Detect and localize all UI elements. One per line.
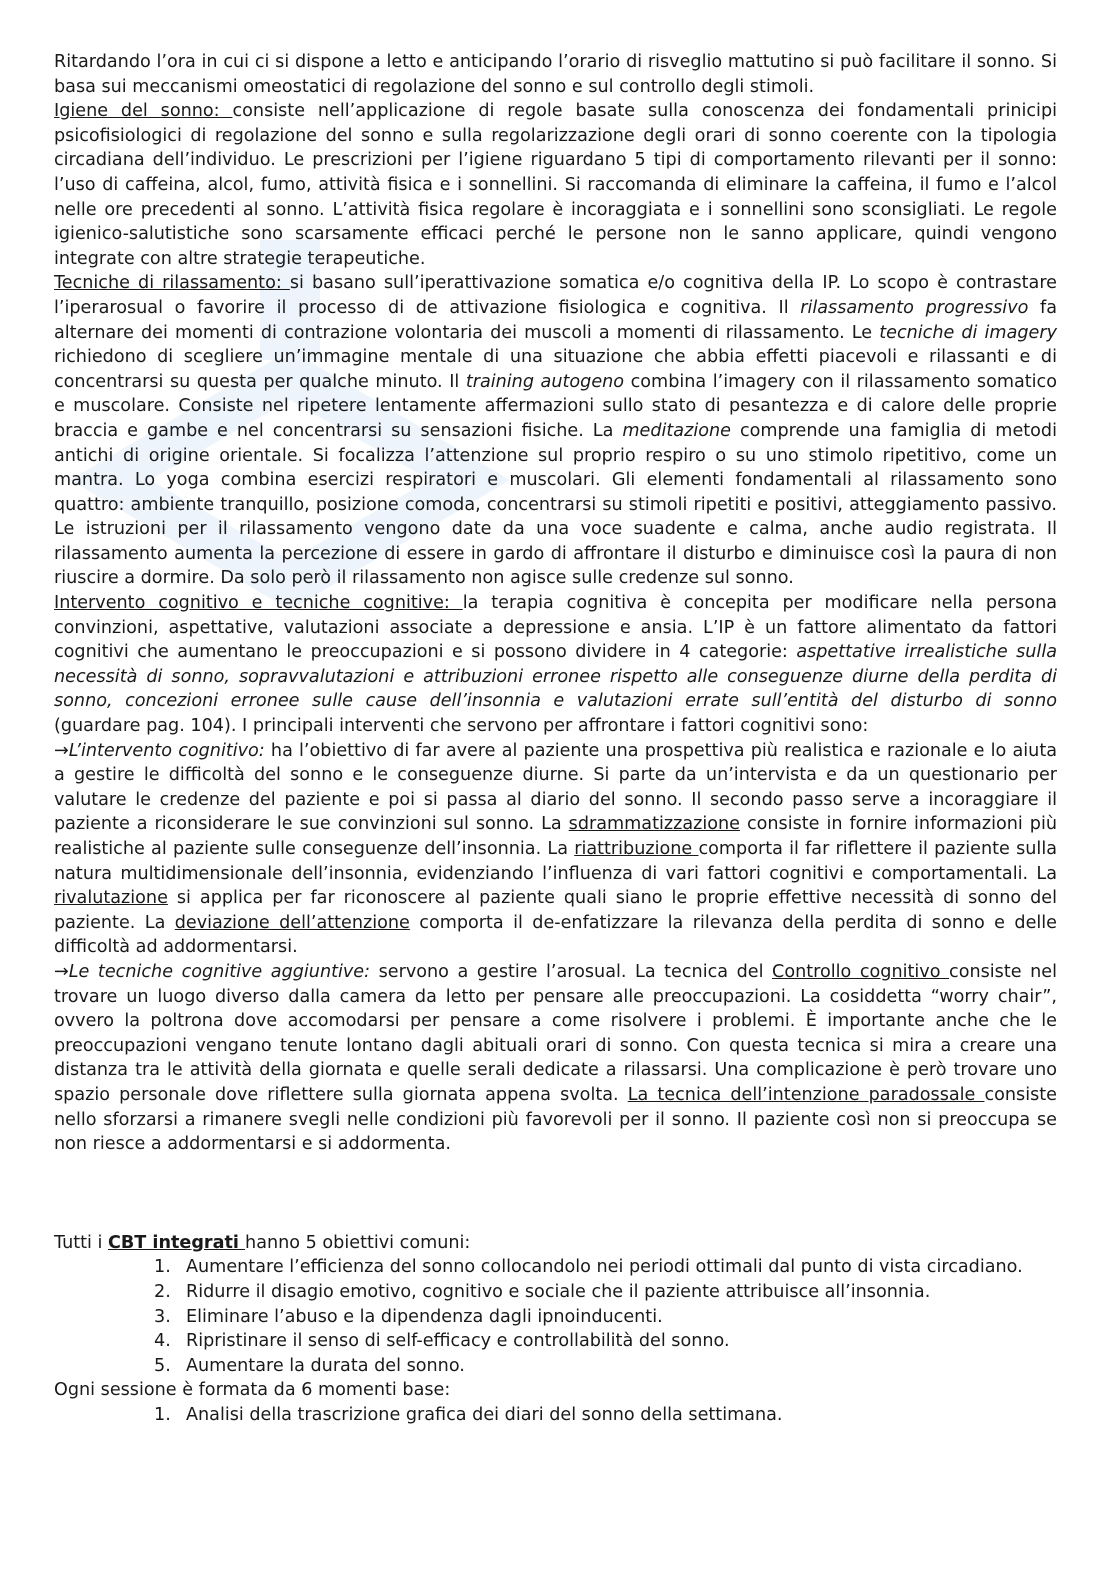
paragraph-tecniche-aggiuntive: →Le tecniche cognitive aggiuntive: servono a gestire l’arosual. La tecnica del Controllo cognitivo consiste nel trovare un luogo diverso dalla camera da letto per pensare alle preoccupazioni. La cosiddetta “worry chair”, ovvero la poltrona dove accomodarsi per pensare a come risolvere i problemi. È importante anche che le preoccupazioni vengano tenute lontano dagli abituali orari di sonno. Con questa tecnica si mira a creare una distanza tra le attività della giornata e quelle serali dedicate a rilassarsi. Una complicazione è però trovare uno spazio personale dove riflettere sulla giornata appena svolta. La tecnica dell’intenzione paradossale consiste nello sforzarsi a rimanere svegli nelle condizioni più favorevoli per il sonno. Il paziente così non si preoccupa se non riesce a addormentarsi e si addormenta. — [54, 961, 1058, 1155]
list-item: 4. Ripristinare il senso di self-efficacy e controllabilità del sonno. — [154, 1331, 730, 1352]
session-steps-list — [54, 1403, 1057, 1428]
paragraph-cbt-intro: Tutti i CBT integrati hanno 5 obiettivi comuni: — [54, 1232, 471, 1253]
list-item: 2. Ridurre il disagio emotivo, cognitivo e sociale che il paziente attribuisce all’insonnia. — [154, 1281, 931, 1302]
arrow-icon: → — [54, 740, 69, 761]
paragraph-intro: Ritardando l’ora in cui ci si dispone a letto e anticipando l’orario di risveglio mattutino si può facilitare il sonno. Si basa sui meccanismi omeostatici di regolazione del sonno e sul controllo degli stimoli. — [54, 52, 1057, 97]
list-item: 1. Analisi della trascrizione grafica dei diari del sonno della settimana. — [154, 1404, 783, 1425]
paragraph-intervento-dettaglio: →L’intervento cognitivo: ha l’obiettivo di far avere al paziente una prospettiva più realistica e razionale e lo aiuta a gestire le difficoltà del sonno e le conseguenze diurne. Si parte da un’intervista e da un questionario per valutare le credenze del paziente e poi si passa al diario del sonno. Il secondo passo serve a incoraggiare il paziente a riconsiderare le sue convinzioni sul sonno. La sdrammatizzazione consiste in fornire informazioni più realistiche al paziente sulle conseguenze dell’insonnia. La riattribuzione comporta il far riflettere il paziente sulla natura multidimensionale dell’insonnia, evidenziando l’influenza di vari fattori cognitivi e comportamentali. La rivalutazione si applica per far riconoscere al paziente quali siano le proprie effettive necessità di sonno del paziente. La deviazione dell’attenzione comporta il de-enfatizzare la rilevanza della perdita di sonno e delle difficoltà ad addormentarsi. — [54, 740, 1057, 958]
document-body — [54, 50, 1057, 1427]
list-item: 1. Aumentare l’efficienza del sonno collocandolo nei periodi ottimali dal punto di vista circadiano. — [154, 1257, 1023, 1278]
arrow-icon: → — [54, 961, 69, 982]
paragraph-session-intro: Ogni sessione è formata da 6 momenti base: — [54, 1380, 451, 1401]
paragraph-intervento-cognitivo: Intervento cognitivo e tecniche cognitive: la terapia cognitiva è concepita per modificare nella persona convinzioni, aspettative, valutazioni associate a depressione e ansia. L’IP è un fattore alimentato da fattori cognitivi che aumentano le preoccupazioni e si possono dividere in 4 categorie: aspettative irrealistiche sulla necessità di sonno, sopravvalutazioni e attribuzioni erronee rispetto alle conseguenze diurne della perdita di sonno, concezioni erronee sulle cause dell’insonnia e valutazioni errate sull’entità del disturbo di sonno (guardare pag. 104). I principali interventi che servono per affrontare i fattori cognitivi sono: — [54, 593, 1058, 737]
paragraph-igiene: Igiene del sonno: consiste nell’applicazione di regole basate sulla conoscenza dei fondamentali prinicipi psicofisiologici di regolazione del sonno e sulla regolarizzazione degli orari di sonno coerente con la tipologia circadiana dell’individuo. Le prescrizioni per l’igiene riguardano 5 tipi di comportamento rilevanti per il sonno: l’uso di caffeina, alcol, fumo, attività fisica e i sonnellini. Si raccomanda di eliminare la caffeina, il fumo e l’alcol nelle ore precedenti al sonno. L’attività fisica regolare è incoraggiata e i sonnellini sono sconsigliati. Le regole igienico-salutistiche sono scarsamente efficaci perché le persone non le sanno applicare, quindi vengono integrate con altre strategie terapeutiche. — [54, 101, 1057, 269]
list-item: 3. Eliminare l’abuso e la dipendenza dagli ipnoinducenti. — [154, 1306, 663, 1327]
cbt-goals-list — [54, 1255, 1057, 1378]
list-item: 5. Aumentare la durata del sonno. — [154, 1355, 465, 1376]
heading-igiene: Igiene del sonno: — [54, 101, 233, 122]
cbt-integrati-term: CBT integrati — [107, 1232, 246, 1253]
paragraph-rilassamento: Tecniche di rilassamento: si basano sull’iperattivazione somatica e/o cognitiva della IP. Lo scopo è contrastare l’iperarosual o favorire il processo di de attivazione fisiologica e cognitiva. Il rilassamento progressivo fa alternare dei momenti di contrazione volontaria dei muscoli a momenti di rilassamento. Le tecniche di imagery richiedono di scegliere un’immagine mentale di una situazione che abbia effetti piacevoli e rilassanti e di concentrarsi su questa per qualche minuto. Il training autogeno combina l’imagery con il rilassamento somatico e muscolare. Consiste nel ripetere lentamente affermazioni sullo stato di pesantezza e di calore delle proprie braccia e gambe e nel concentrarsi su sensazioni fisiche. La meditazione comprende una famiglia di metodi antichi di origine orientale. Si focalizza l’attenzione sul proprio respiro o su uno stimolo ripetitivo, come un mantra. Lo yoga combina esercizi respiratori e muscolari. Gli elementi fondamentali al rilassamento sono quattro: ambiente tranquillo, posizione comoda, concentrarsi su stimoli ripetiti e positivi, atteggiamento passivo. Le istruzioni per il rilassamento vengono date da una voce suadente e calma, anche audio registrata. Il rilassamento aumenta la percezione di essere in gardo di affrontare il disturbo e diminuisce così la paura di non riuscire a dormire. Da solo però il rilassamento non agisce sulle credenze sul sonno. — [54, 273, 1057, 589]
heading-rilassamento: Tecniche di rilassamento: — [54, 273, 290, 294]
heading-intervento-cognitivo: Intervento cognitivo e tecniche cognitive: — [54, 593, 463, 614]
section-gap — [54, 1157, 1057, 1231]
